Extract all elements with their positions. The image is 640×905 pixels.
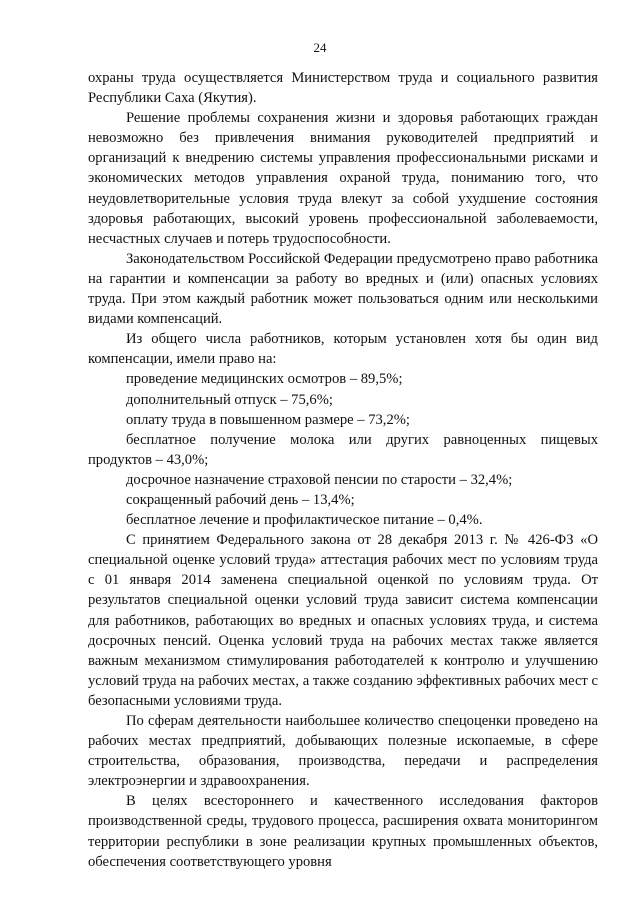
list-item-short-day: сокращенный рабочий день – 13,4%; (126, 491, 355, 508)
body-text (88, 68, 598, 872)
list-item-leave: дополнительный отпуск – 75,6%; (126, 391, 333, 408)
paragraph-continuation: охраны труда осуществляется Министерством труда и социального развития Республики Саха (Якутия). (88, 70, 598, 107)
paragraph-research: В целях всестороннего и качественного исследования факторов производственной среды, трудового процесса, расширения охвата мониторингом территории республики в зоне реализации крупных промышленных объектов, обеспечения соответствующего уровня (88, 793, 598, 870)
list-item-pay: оплату труда в повышенном размере – 73,2%; (126, 411, 410, 428)
list-item-milk: бесплатное получение молока или других равноценных пищевых продуктов – 43,0%; (88, 431, 598, 468)
paragraph-compensation-intro: Из общего числа работников, которым установлен хотя бы один вид компенсации, имели право на: (88, 331, 598, 368)
list-item-treatment: бесплатное лечение и профилактическое питание – 0,4%. (126, 512, 483, 529)
list-item-medical: проведение медицинских осмотров – 89,5%; (126, 371, 403, 388)
paragraph-legislation: Законодательством Российской Федерации предусмотрено право работника на гарантии и компенсации за работу во вредных и (или) опасных условиях труда. При этом каждый работник может пользоваться одним или несколькими видами компенсаций. (88, 250, 598, 328)
paragraph-risk-management: Решение проблемы сохранения жизни и здоровья работающих граждан невозможно без привлечения внимания руководителей предприятий и организаций к внедрению системы управления профессиональными рисками и экономических методов управления охраной труда, пониманию того, что неудовлетворительные условия труда влекут за собой ухудшение состояния здоровья работающих, высокий уровень профессиональной заболеваемости, несчастных случаев и потерь трудоспособности. (88, 110, 598, 247)
paragraph-activity-spheres: По сферам деятельности наибольшее количество спецоценки проведено на рабочих местах предприятий, добывающих полезные ископаемые, в сфере строительства, образования, производства, передачи и распределения электроэнергии и здравоохранения. (88, 713, 598, 790)
paragraph-federal-law: С принятием Федерального закона от 28 декабря 2013 г. № 426-ФЗ «О специальной оценке условий труда» аттестация рабочих мест по условиям труда с 01 января 2014 заменена специальной оценкой по условиям труда. От результатов специальной оценки условий труда зависит система компенсации для работников, работающих во вредных и опасных условиях труда, и система досрочных пенсий. Оценка условий труда на рабочих местах также является важным механизмом стимулирования работодателей к контролю и улучшению условий труда на рабочих местах, а также созданию эффективных рабочих мест с безопасными условиями труда. (88, 532, 598, 709)
list-item-pension: досрочное назначение страховой пенсии по старости – 32,4%; (126, 471, 513, 488)
page-number: 24 (313, 40, 327, 55)
